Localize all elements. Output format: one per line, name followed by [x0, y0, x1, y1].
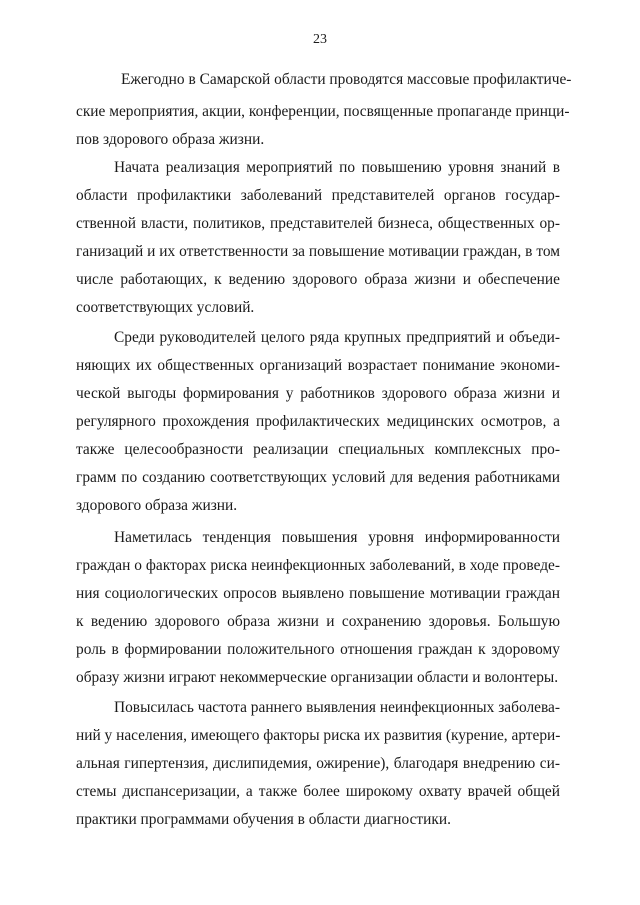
text-line: граждан о факторах риска неинфекционных заболеваний, в ходе проведе-: [76, 557, 560, 574]
page-number: 23: [313, 32, 327, 47]
text-line: Повысилась частота раннего выявления неинфекционных заболева-: [114, 699, 560, 716]
text-line: Начата реализация мероприятий по повышению уровня знаний в: [114, 159, 560, 176]
text-line: Среди руководителей целого ряда крупных предприятий и объеди-: [114, 329, 560, 346]
text-line: соответствующих условий.: [76, 299, 255, 316]
text-line: здорового образа жизни.: [76, 497, 238, 514]
text-line: регулярного прохождения профилактических медицинских осмотров, а: [76, 413, 560, 430]
text-line: грамм по созданию соответствующих условий для ведения работниками: [76, 469, 560, 486]
text-line: роль в формировании положительного отношения граждан к здоровому: [76, 641, 560, 658]
text-line: образу жизни играют некоммерческие организации области и волонтеры.: [76, 669, 559, 686]
text-line: няющих их общественных организаций возрастает понимание экономи-: [76, 357, 560, 374]
text-line: ния социологических опросов выявлено повышение мотивации граждан: [76, 585, 560, 602]
text-line: альная гипертензия, дислипидемия, ожирение), благодаря внедрению си-: [76, 755, 560, 772]
text-line: ческой выгоды формирования у работников здорового образа жизни и: [76, 385, 560, 402]
text-line: стемы диспансеризации, а также более широкому охвату врачей общей: [76, 783, 560, 800]
text-line: Ежегодно в Самарской области проводятся массовые профилактиче-: [121, 71, 572, 88]
text-line: ганизаций и их ответственности за повышение мотивации граждан, в том: [76, 243, 560, 260]
text-line: также целесообразности реализации специальных комплексных про-: [76, 441, 560, 458]
text-line: области профилактики заболеваний представителей органов государ-: [76, 187, 560, 204]
text-line: Наметилась тенденция повышения уровня информированности: [114, 529, 560, 546]
text-line: практики программами обучения в области диагностики.: [76, 811, 451, 828]
text-line: к ведению здорового образа жизни и сохранению здоровья. Большую: [76, 613, 560, 630]
text-line: ний у населения, имеющего факторы риска их развития (курение, артери-: [76, 727, 561, 744]
text-line: ственной власти, политиков, представителей бизнеса, общественных ор-: [76, 215, 560, 232]
text-line: числе работающих, к ведению здорового образа жизни и обеспечение: [76, 271, 560, 288]
text-line: пов здорового образа жизни.: [76, 131, 265, 148]
text-line: ские мероприятия, акции, конференции, посвященные пропаганде принци-: [76, 103, 570, 120]
